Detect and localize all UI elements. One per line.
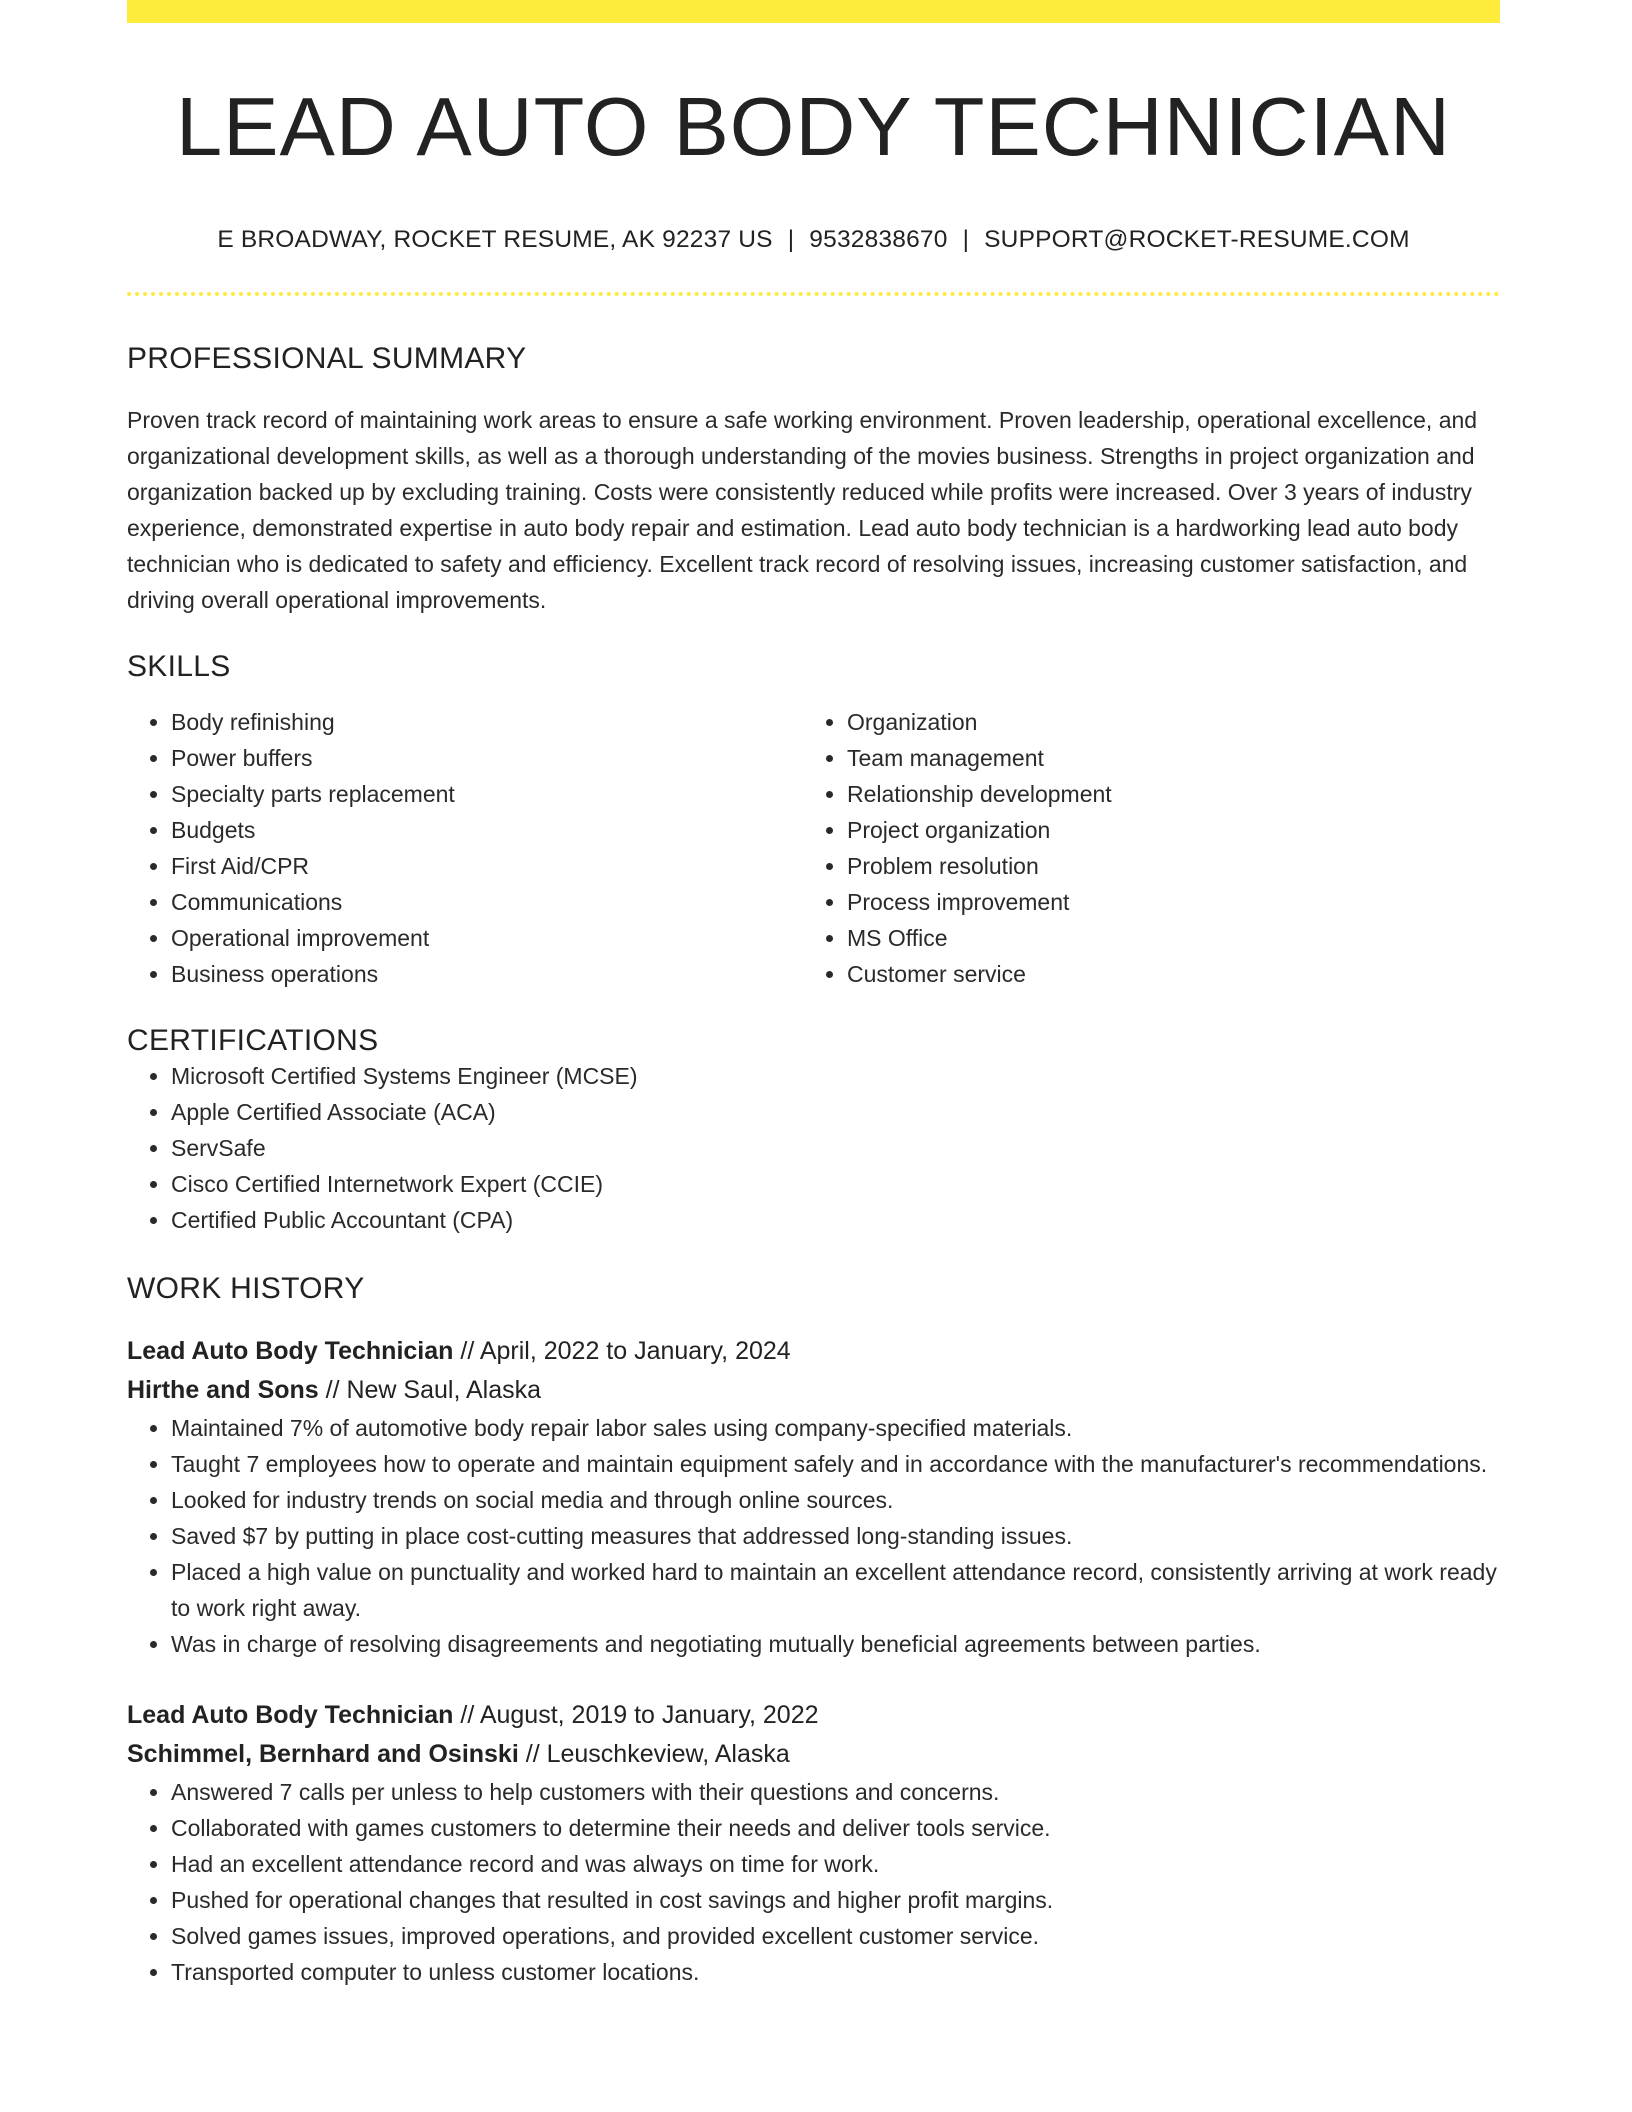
skills-heading: SKILLS (127, 650, 231, 684)
skill-item: • Specialty parts replacement (171, 776, 803, 812)
contact-line (127, 226, 1500, 254)
job-bullet: • Solved games issues, improved operations, and provided excellent customer service. (171, 1918, 1500, 1954)
job-entry (127, 1332, 1500, 1662)
contact-phone: 9532838670 (809, 226, 948, 254)
resume-name: LEAD AUTO BODY TECHNICIAN (176, 80, 1451, 173)
accent-top-bar (127, 0, 1500, 23)
job-bullet-list (127, 1410, 1500, 1662)
job-location: // New Saul, Alaska (318, 1376, 542, 1405)
certification-item: • ServSafe (171, 1130, 1500, 1166)
skill-item: • Project organization (847, 812, 1479, 848)
skill-item: • Body refinishing (171, 704, 803, 740)
contact-email: SUPPORT@ROCKET-RESUME.COM (984, 226, 1410, 254)
job-bullet: • Pushed for operational changes that resulted in cost savings and higher profit margins. (171, 1882, 1500, 1918)
certifications-list (127, 1058, 1500, 1238)
job-bullet: • Collaborated with games customers to determine their needs and deliver tools service. (171, 1810, 1500, 1846)
job-bullet: • Taught 7 employees how to operate and maintain equipment safely and in accordance with the manufacturer's recommendations. (171, 1446, 1500, 1482)
certification-item: • Certified Public Accountant (CPA) (171, 1202, 1500, 1238)
job-bullet: • Had an excellent attendance record and was always on time for work. (171, 1846, 1500, 1882)
job-company-line (127, 1371, 1500, 1410)
certification-item: • Cisco Certified Internetwork Expert (CCIE) (171, 1166, 1500, 1202)
job-dates: // August, 2019 to January, 2022 (453, 1701, 819, 1730)
job-role-line (127, 1696, 1500, 1735)
job-role-line (127, 1332, 1500, 1371)
job-role: Lead Auto Body Technician (127, 1337, 454, 1366)
job-role: Lead Auto Body Technician (127, 1701, 454, 1730)
job-bullet-list (127, 1774, 1500, 1990)
skill-item: • Business operations (171, 956, 803, 992)
certifications-heading: CERTIFICATIONS (127, 1024, 379, 1058)
skill-item: • Customer service (847, 956, 1479, 992)
job-bullet: • Was in charge of resolving disagreements and negotiating mutually beneficial agreements between parties. (171, 1626, 1500, 1662)
skill-item: • Operational improvement (171, 920, 803, 956)
skills-columns (127, 704, 1500, 992)
dotted-divider (127, 292, 1500, 296)
contact-address: E BROADWAY, ROCKET RESUME, AK 92237 US (217, 226, 773, 254)
skill-item: • MS Office (847, 920, 1479, 956)
summary-heading: PROFESSIONAL SUMMARY (127, 342, 527, 376)
skill-item: • Team management (847, 740, 1479, 776)
work-history-heading: WORK HISTORY (127, 1272, 365, 1306)
skill-item: • Communications (171, 884, 803, 920)
skill-item: • Relationship development (847, 776, 1479, 812)
job-company-line (127, 1735, 1500, 1774)
job-bullet: • Placed a high value on punctuality and worked hard to maintain an excellent attendance record, consistently arriving at work ready to work right away. (171, 1554, 1500, 1626)
skill-item: • Budgets (171, 812, 803, 848)
summary-text: Proven track record of maintaining work areas to ensure a safe working environment. Proven leadership, operational excellence, and organizational development skills, as well as a thorough understanding of the movies business. Strengths in project organization and organization backed up by excluding training. Costs were consistently reduced while profits were increased. Over 3 years of industry experience, demonstrated expertise in auto body repair and estimation. Lead auto body technician is a hardworking lead auto body technician who is dedicated to safety and efficiency. Excellent track record of resolving issues, increasing customer satisfaction, and driving overall operational improvements. (127, 407, 1478, 614)
job-bullet: • Saved $7 by putting in place cost-cutting measures that addressed long-standing issues. (171, 1518, 1500, 1554)
skill-item: • Organization (847, 704, 1479, 740)
skill-item: • First Aid/CPR (171, 848, 803, 884)
skills-column-left (127, 704, 803, 992)
resume-page (127, 0, 1500, 1990)
job-bullet: • Transported computer to unless customer locations. (171, 1954, 1500, 1990)
job-dates: // April, 2022 to January, 2024 (453, 1337, 791, 1366)
certification-item: • Microsoft Certified Systems Engineer (MCSE) (171, 1058, 1500, 1094)
skills-list-left (127, 704, 803, 992)
skill-item: • Problem resolution (847, 848, 1479, 884)
certification-item: • Apple Certified Associate (ACA) (171, 1094, 1500, 1130)
job-bullet: • Maintained 7% of automotive body repair labor sales using company-specified materials. (171, 1410, 1500, 1446)
skills-column-right (803, 704, 1479, 992)
job-location: // Leuschkeview, Alaska (518, 1740, 790, 1769)
job-bullet: • Looked for industry trends on social media and through online sources. (171, 1482, 1500, 1518)
skills-list-right (803, 704, 1479, 992)
skill-item: • Power buffers (171, 740, 803, 776)
job-bullet: • Answered 7 calls per unless to help customers with their questions and concerns. (171, 1774, 1500, 1810)
skill-item: • Process improvement (847, 884, 1479, 920)
job-company: Hirthe and Sons (127, 1376, 319, 1405)
job-entry (127, 1696, 1500, 1990)
contact-separator: | (787, 226, 795, 254)
contact-separator: | (962, 226, 970, 254)
job-company: Schimmel, Bernhard and Osinski (127, 1740, 519, 1769)
